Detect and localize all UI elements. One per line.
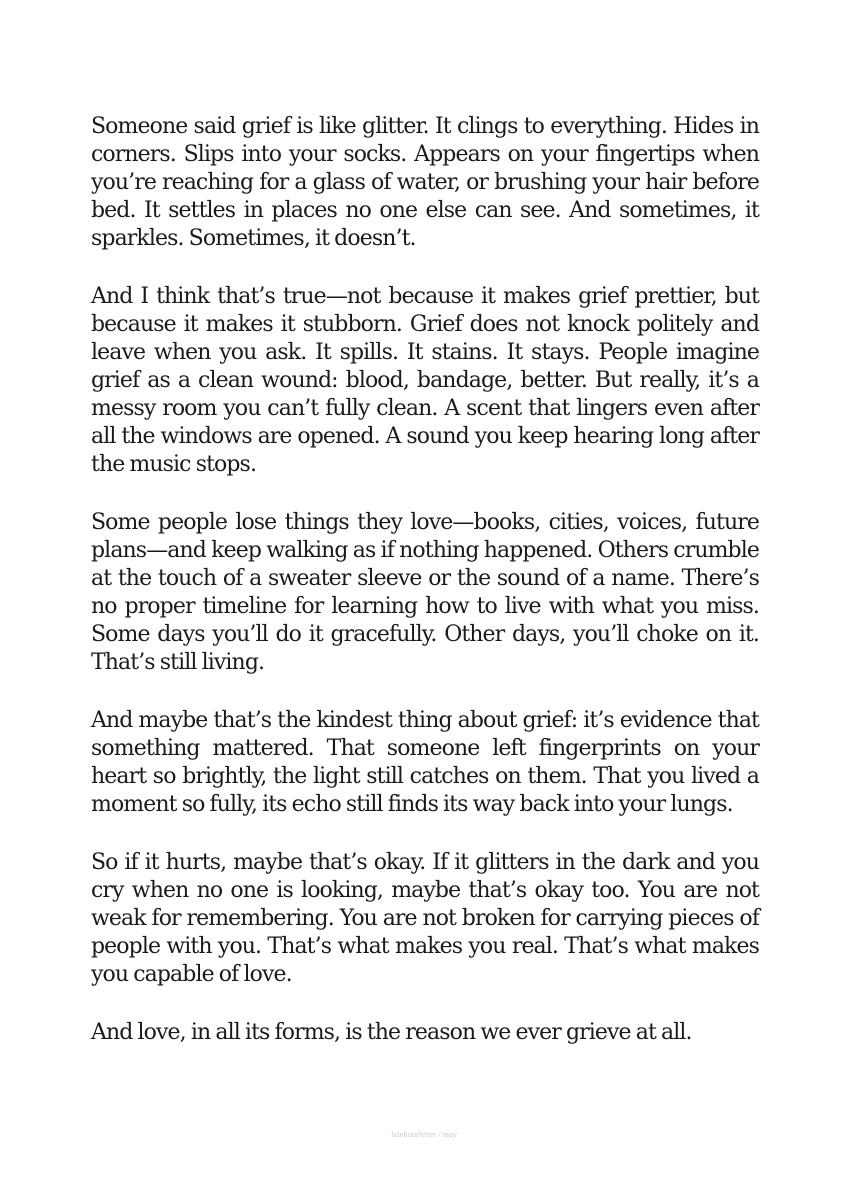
paragraph-4: And maybe that’s the kindest thing about grief: it’s evidence that something mattered. That someone left fingerprints on your heart so brightly, the light still catches on them. That you lived a moment so fully, its echo still finds its way back into your lungs. [91,708,759,817]
paragraph-1: Someone said grief is like glitter. It clings to everything. Hides in corners. Slips into your socks. Appears on your fingertips when you’re reaching for a glass of water, or brushing your hair before bed. It settles in places no one else can see. And sometimes, it sparkles. Sometimes, it doesn’t. [91,114,759,251]
footer-credit [0,1130,848,1139]
paragraph-5: So if it hurts, maybe that’s okay. If it glitters in the dark and you cry when no one is looking, maybe that’s okay too. You are not weak for remembering. You are not broken for carrying pieces of people with you. That’s what makes you real. That’s what makes you capable of love. [91,850,759,987]
paragraph-3: Some people lose things they love—books, cities, voices, future plans—and keep walking as if nothing happened. Others crumble at the touch of a sweater sleeve or the sound of a name. There’s no proper timeline for learning how to live with what you miss. Some days you’ll do it gracefully. Other days, you’ll choke on it. That’s still living. [91,510,759,675]
footer-separator: / [438,1130,441,1139]
essay-body [91,113,759,1047]
footer-source: latehourletter [391,1130,437,1139]
footer-author: may [442,1130,457,1139]
paragraph-6: And love, in all its forms, is the reason we ever grieve at all. [91,1020,692,1045]
paragraph-2: And I think that’s true—not because it makes grief prettier, but because it makes it stubborn. Grief does not knock politely and leave when you ask. It spills. It stains. It stays. People imagine grief as a clean wound: blood, bandage, better. But really, it’s a messy room you can’t fully clean. A scent that lingers even after all the windows are opened. A sound you keep hearing long after the music stops. [91,284,759,477]
